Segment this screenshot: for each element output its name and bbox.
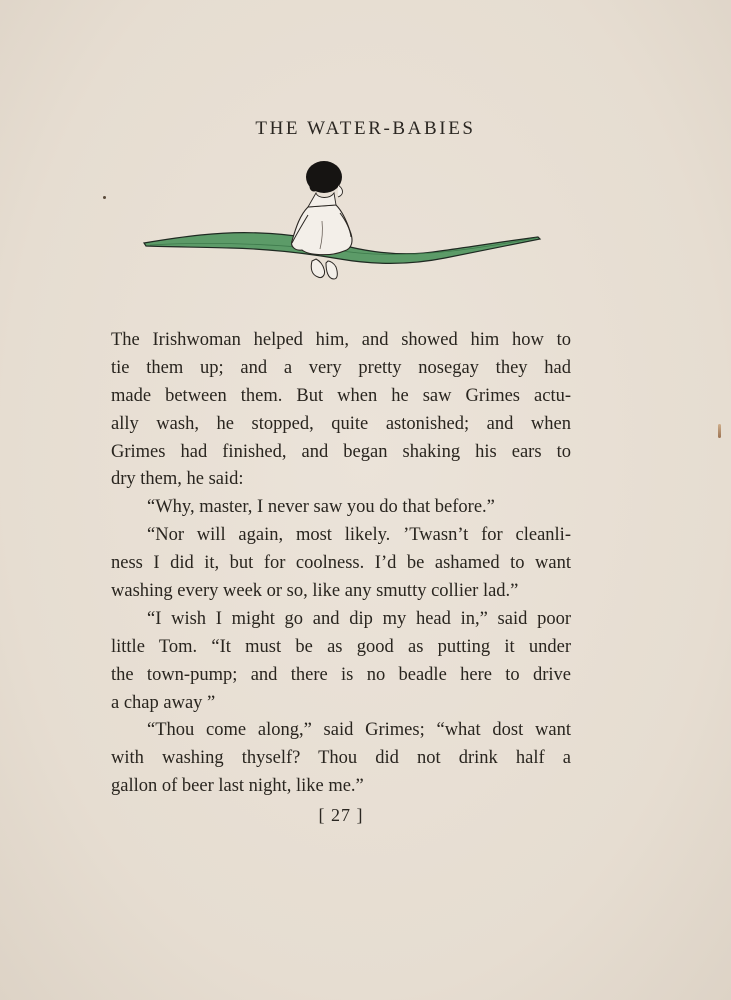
text-line: little Tom. “It must be as good as putting it under (111, 636, 571, 657)
text-line: Grimes had finished, and began shaking his ears to (111, 441, 571, 462)
text-line: ness I did it, but for coolness. I’d be ashamed to want (111, 553, 571, 574)
text-line: “Thou come along,” said Grimes; “what dost want (147, 720, 571, 741)
text-line: “Nor will again, most likely. ’Twasn’t for cleanli- (147, 525, 571, 546)
text-line: washing every week or so, like any smutty collier lad.” (111, 581, 519, 602)
text-line: The Irishwoman helped him, and showed him how to (111, 330, 571, 350)
page-number: [ 27 ] (318, 805, 364, 825)
text-line: tie them up; and a very pretty nosegay they had (111, 357, 571, 378)
body-text (111, 327, 571, 801)
baby-on-leaf-icon (140, 155, 550, 295)
text-line: “Why, master, I never saw you do that before.” (147, 497, 495, 518)
text-line: “I wish I might go and dip my head in,” said poor (147, 608, 571, 629)
text-line: made between them. But when he saw Grimes actu- (111, 385, 571, 406)
text-line: dry them, he said: (111, 469, 244, 490)
text-line: gallon of beer last night, like me.” (111, 776, 364, 797)
paper-stain (718, 424, 721, 438)
paper-speck (103, 196, 106, 199)
text-line: with washing thyself? Thou did not drink half a (111, 748, 571, 769)
running-head: THE WATER-BABIES (255, 118, 476, 139)
text-line: ally wash, he stopped, quite astonished; and when (111, 413, 571, 434)
text-line: the town-pump; and there is no beadle here to drive (111, 664, 571, 685)
text-line: a chap away ” (111, 692, 216, 713)
